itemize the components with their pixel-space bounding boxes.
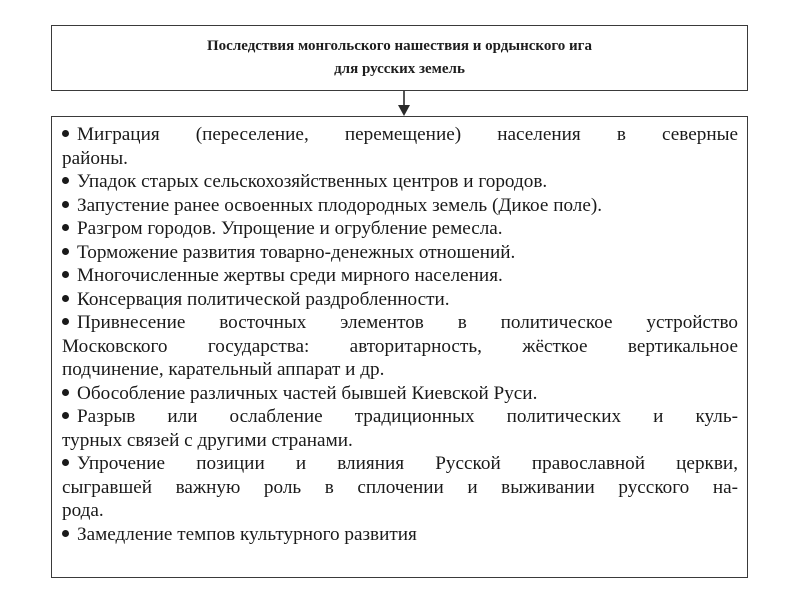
bullet-icon	[62, 177, 69, 184]
list-item-text: Привнесение восточных элементов в политическое устройство	[77, 312, 738, 333]
list-item-text: Миграция (переселение, перемещение) населения в северные	[77, 124, 738, 145]
list-item-line	[62, 358, 738, 382]
list-item-line	[62, 476, 738, 500]
list-item-line	[62, 170, 738, 194]
bullet-icon	[62, 389, 69, 396]
list-item-text: Замедление темпов культурного развития	[77, 523, 417, 545]
list-item-text: сыгравшей важную роль в сплочении и выживании русского на-	[62, 476, 738, 498]
list-item-text: Многочисленные жертвы среди мирного населения.	[77, 265, 503, 286]
bullet-icon	[62, 459, 69, 466]
list-item-text: Торможение развития товарно-денежных отношений.	[77, 241, 516, 263]
list-item-line	[62, 288, 738, 312]
list-item-text: рода.	[62, 500, 104, 521]
bullet-icon	[62, 248, 69, 255]
list-item-text: Разгром городов. Упрощение и огрубление ремесла.	[77, 218, 503, 239]
list-item-line	[62, 264, 738, 288]
bullet-icon	[62, 224, 69, 231]
list-item-text: Разрыв или ослабление традиционных политических и куль-	[77, 406, 738, 427]
list-item-text: Обособление различных частей бывшей Киевской Руси.	[77, 382, 538, 404]
consequences-list	[62, 123, 738, 546]
list-item-text: районы.	[62, 147, 128, 169]
list-item-line	[62, 194, 738, 218]
bullet-icon	[62, 295, 69, 302]
list-item-text: Запустение ранее освоенных плодородных земель (Дикое поле).	[77, 194, 603, 216]
list-item-line	[62, 499, 738, 523]
bullet-icon	[62, 530, 69, 537]
list-item-text: подчинение, карательный аппарат и др.	[62, 359, 385, 380]
list-item-line	[62, 405, 738, 429]
bullet-icon	[62, 271, 69, 278]
list-item-text: Упрочение позиции и влияния Русской православной церкви,	[77, 453, 738, 474]
title-line-1: Последствия монгольского нашествия и ордынского ига	[207, 38, 592, 54]
bullet-icon	[62, 130, 69, 137]
list-item-line	[62, 147, 738, 171]
list-item-line	[62, 523, 738, 547]
arrow-head	[398, 105, 410, 116]
list-item-line	[62, 123, 738, 147]
title-line-2: для русских земель	[334, 61, 465, 77]
list-item-line	[62, 429, 738, 453]
list-item-text: Упадок старых сельскохозяйственных центров и городов.	[77, 171, 548, 192]
list-item-line	[62, 335, 738, 359]
consequences-box	[51, 116, 748, 578]
bullet-icon	[62, 201, 69, 208]
bullet-icon	[62, 318, 69, 325]
list-item-text: турных связей с другими странами.	[62, 429, 353, 451]
list-item-text: Консервация политической раздробленности.	[77, 288, 450, 310]
list-item-text: Московского государства: авторитарность, жёсткое вертикальное	[62, 335, 738, 357]
bullet-icon	[62, 412, 69, 419]
list-item-line	[62, 311, 738, 335]
list-item-line	[62, 382, 738, 406]
list-item-line	[62, 217, 738, 241]
list-item-line	[62, 241, 738, 265]
list-item-line	[62, 452, 738, 476]
